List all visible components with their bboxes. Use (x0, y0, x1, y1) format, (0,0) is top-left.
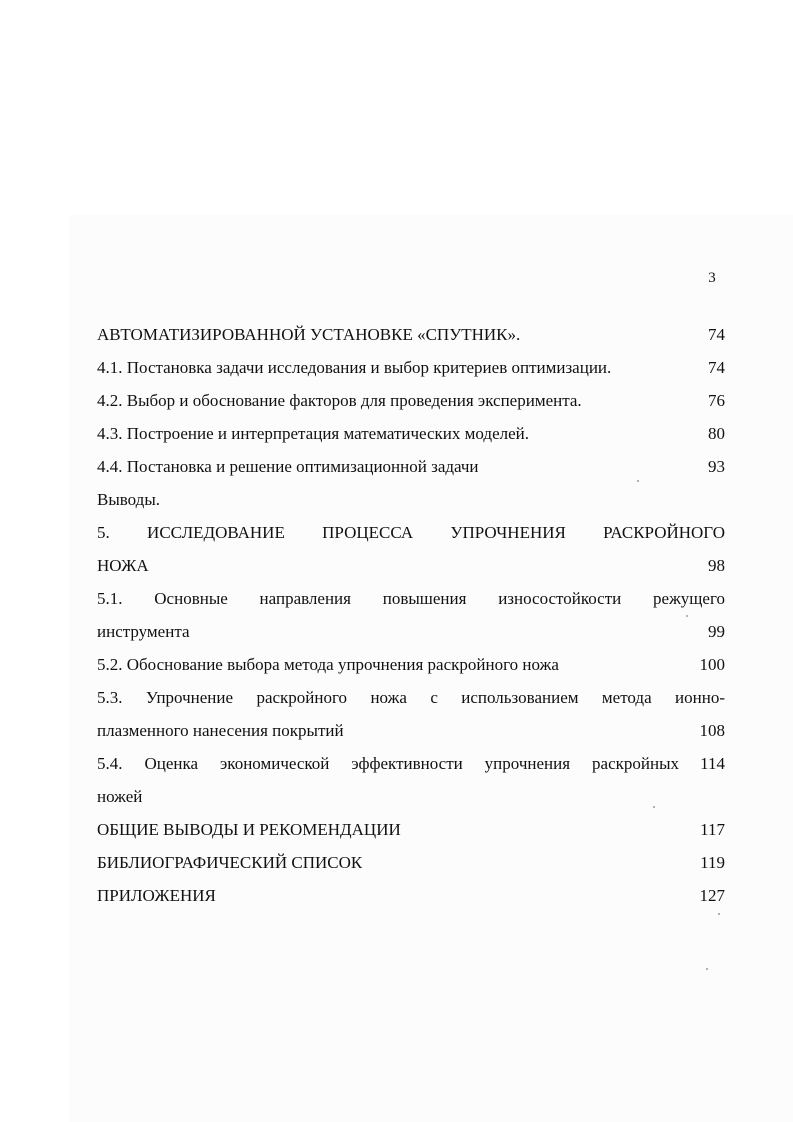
toc-entry-title: 4.3. Построение и интерпретация математических моделей. (97, 424, 529, 443)
toc-row (97, 483, 725, 516)
toc-row (97, 648, 725, 681)
toc-row (97, 879, 725, 912)
toc-row (97, 681, 725, 714)
toc-entry-title: 4.1. Постановка задачи исследования и выбор критериев оптимизации. (97, 358, 612, 377)
toc-entry-title: НОЖА (97, 556, 149, 575)
toc-entry-page: 108 (699, 721, 725, 740)
toc-row (97, 516, 725, 549)
toc-row (97, 747, 725, 780)
toc-entry-title: 4.2. Выбор и обоснование факторов для проведения эксперимента. (97, 391, 582, 410)
toc-entry-title: БИБЛИОГРАФИЧЕСКИЙ СПИСОК (97, 853, 363, 872)
page-number: 3 (708, 270, 716, 286)
toc-row (97, 846, 725, 879)
scan-speck (718, 913, 720, 915)
scan-speck (686, 615, 688, 617)
toc-entry-title: Выводы. (97, 490, 161, 509)
scan-speck (706, 968, 708, 970)
toc-entry-page: 117 (700, 820, 725, 839)
scan-speck (653, 806, 655, 808)
toc-row (97, 813, 725, 846)
toc-entry-page: 100 (699, 655, 725, 674)
toc-row (97, 780, 725, 813)
toc-entry-title: 4.4. Постановка и решение оптимизационной задачи (97, 457, 479, 476)
toc-entry-title: плазменного нанесения покрытий (97, 721, 344, 740)
toc-row (97, 417, 725, 450)
toc-entry-title: АВТОМАТИЗИРОВАННОЙ УСТАНОВКЕ «СПУТНИК». (97, 325, 521, 344)
toc-row (97, 351, 725, 384)
toc-entry-title: ОБЩИЕ ВЫВОДЫ И РЕКОМЕНДАЦИИ (97, 820, 401, 839)
toc-row (97, 549, 725, 582)
toc-row (97, 714, 725, 747)
table-of-contents (97, 318, 725, 912)
toc-entry-title: 5.4. Оценка экономической эффективности упрочнения раскройных (97, 754, 679, 773)
toc-entry-title: ножей (97, 787, 143, 806)
toc-row (97, 615, 725, 648)
toc-row (97, 318, 725, 351)
toc-row (97, 384, 725, 417)
toc-entry-page: 127 (699, 886, 725, 905)
toc-entry-page: 76 (708, 391, 725, 410)
toc-entry-page: 74 (708, 325, 725, 344)
toc-entry-title: 5.2. Обоснование выбора метода упрочнения раскройного ножа (97, 655, 559, 674)
toc-entry-page: 98 (708, 556, 725, 575)
toc-entry-title: инструмента (97, 622, 190, 641)
toc-entry-title: ПРИЛОЖЕНИЯ (97, 886, 216, 905)
toc-entry-page: 80 (708, 424, 725, 443)
toc-entry-title: 5. ИССЛЕДОВАНИЕ ПРОЦЕССА УПРОЧНЕНИЯ РАСКРОЙНОГО (97, 523, 725, 542)
toc-entry-title: 5.1. Основные направления повышения износостойкости режущего (97, 589, 725, 608)
toc-entry-page: 93 (708, 457, 725, 476)
toc-entry-page: 119 (700, 853, 725, 872)
toc-entry-page: 99 (708, 622, 725, 641)
toc-row (97, 582, 725, 615)
toc-entry-page: 114 (700, 754, 725, 773)
toc-row (97, 450, 725, 483)
toc-entry-page: 74 (708, 358, 725, 377)
scan-speck (637, 480, 639, 482)
toc-entry-title: 5.3. Упрочнение раскройного ножа с использованием метода ионно- (97, 688, 725, 707)
